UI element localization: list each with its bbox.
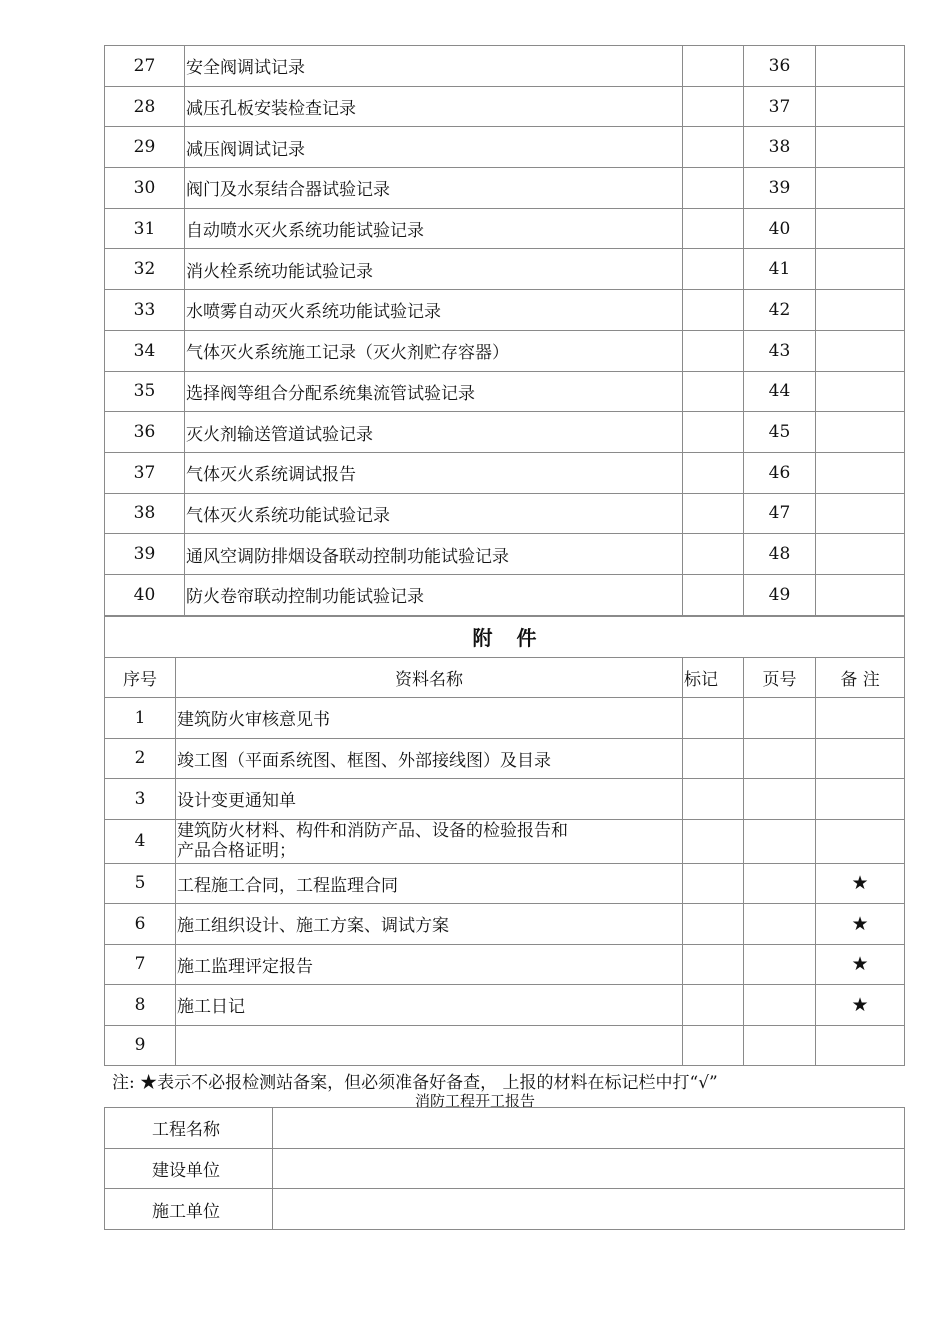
record-page: 42 (744, 290, 816, 331)
footnote: 注: ★表示不必报检测站备案，但必须准备好备查， 上报的材料在标记栏中打“√” (112, 1073, 718, 1093)
record-remark (816, 249, 905, 290)
attachment-page (744, 904, 816, 945)
record-name: 气体灭火系统施工记录（灭火剂贮存容器） (185, 330, 683, 371)
table-row (105, 330, 905, 371)
header-page: 页号 (744, 657, 816, 698)
record-mark (683, 46, 744, 87)
header-mark: 标记 (683, 657, 744, 698)
attachment-page (744, 779, 816, 820)
header-no: 序号 (105, 657, 176, 698)
record-mark (683, 290, 744, 331)
record-name: 气体灭火系统功能试验记录 (185, 493, 683, 534)
record-remark (816, 534, 905, 575)
report-form (104, 1107, 905, 1230)
field-label-contractor: 施工单位 (105, 1189, 273, 1230)
attachment-no: 6 (105, 904, 176, 945)
table-row (105, 779, 905, 820)
attachment-no: 8 (105, 985, 176, 1026)
record-mark (683, 249, 744, 290)
record-no: 36 (105, 412, 185, 453)
record-no: 40 (105, 574, 185, 615)
table-row (105, 863, 905, 904)
record-no: 30 (105, 168, 185, 209)
star-icon: ★ (816, 985, 905, 1026)
attachment-no: 9 (105, 1025, 176, 1066)
record-no: 39 (105, 534, 185, 575)
table-row (105, 985, 905, 1026)
record-name: 消火栓系统功能试验记录 (185, 249, 683, 290)
table-row (105, 290, 905, 331)
record-name: 水喷雾自动灭火系统功能试验记录 (185, 290, 683, 331)
attachment-remark (816, 738, 905, 779)
attachment-page (744, 738, 816, 779)
field-label-builder: 建设单位 (105, 1148, 273, 1189)
attachment-page (744, 985, 816, 1026)
form-row (105, 1148, 905, 1189)
attachments-title-row (105, 617, 905, 658)
attachment-name: 施工日记 (176, 985, 683, 1026)
table-row (105, 249, 905, 290)
table-row (105, 493, 905, 534)
attachment-mark (683, 1025, 744, 1066)
record-name: 减压孔板安装检查记录 (185, 86, 683, 127)
record-mark (683, 493, 744, 534)
record-remark (816, 371, 905, 412)
record-remark (816, 452, 905, 493)
table-row (105, 371, 905, 412)
record-no: 33 (105, 290, 185, 331)
record-no: 37 (105, 452, 185, 493)
record-remark (816, 330, 905, 371)
attachment-mark (683, 779, 744, 820)
record-remark (816, 493, 905, 534)
attachment-remark (816, 1025, 905, 1066)
attachment-no: 4 (105, 819, 176, 863)
attachment-page (744, 863, 816, 904)
record-mark (683, 574, 744, 615)
attachment-page (744, 819, 816, 863)
form-row (105, 1108, 905, 1149)
table-row (105, 86, 905, 127)
record-name: 阀门及水泵结合器试验记录 (185, 168, 683, 209)
record-mark (683, 168, 744, 209)
attachment-name (176, 819, 683, 863)
record-no: 38 (105, 493, 185, 534)
attachment-mark (683, 698, 744, 739)
table-row (105, 1025, 905, 1066)
record-no: 35 (105, 371, 185, 412)
record-page: 38 (744, 127, 816, 168)
record-name: 选择阀等组合分配系统集流管试验记录 (185, 371, 683, 412)
attachment-name: 建筑防火审核意见书 (176, 698, 683, 739)
field-value-builder[interactable] (273, 1148, 905, 1189)
record-mark (683, 534, 744, 575)
record-mark (683, 330, 744, 371)
attachment-name: 工程施工合同，工程监理合同 (176, 863, 683, 904)
record-page: 41 (744, 249, 816, 290)
field-label-project-name: 工程名称 (105, 1108, 273, 1149)
attachment-page (744, 944, 816, 985)
record-remark (816, 412, 905, 453)
record-mark (683, 127, 744, 168)
attachment-mark (683, 904, 744, 945)
record-remark (816, 574, 905, 615)
attachment-mark (683, 944, 744, 985)
record-name: 防火卷帘联动控制功能试验记录 (185, 574, 683, 615)
star-icon: ★ (816, 863, 905, 904)
attachment-no: 1 (105, 698, 176, 739)
attachment-mark (683, 738, 744, 779)
table-row (105, 574, 905, 615)
table-row (105, 944, 905, 985)
record-name: 气体灭火系统调试报告 (185, 452, 683, 493)
table-row (105, 46, 905, 87)
form-row (105, 1189, 905, 1230)
header-remark: 备 注 (816, 657, 905, 698)
record-name: 灭火剂输送管道试验记录 (185, 412, 683, 453)
record-page: 36 (744, 46, 816, 87)
record-no: 27 (105, 46, 185, 87)
record-page: 45 (744, 412, 816, 453)
report-title: 消防工程开工报告 (414, 1092, 535, 1110)
attachments-table (104, 616, 905, 1066)
attachment-name-line2: 产品合格证明； (177, 841, 296, 861)
attachment-mark (683, 819, 744, 863)
table-row (105, 452, 905, 493)
records-table (104, 45, 905, 616)
table-row (105, 904, 905, 945)
header-name: 资料名称 (176, 657, 683, 698)
attachment-name (176, 1025, 683, 1066)
record-no: 28 (105, 86, 185, 127)
record-mark (683, 412, 744, 453)
record-page: 43 (744, 330, 816, 371)
record-no: 34 (105, 330, 185, 371)
attachment-mark (683, 985, 744, 1026)
table-row (105, 127, 905, 168)
table-row (105, 412, 905, 453)
record-remark (816, 208, 905, 249)
record-remark (816, 86, 905, 127)
attachment-remark (816, 698, 905, 739)
star-icon: ★ (816, 944, 905, 985)
attachment-no: 2 (105, 738, 176, 779)
attachment-name: 施工组织设计、施工方案、调试方案 (176, 904, 683, 945)
record-name: 减压阀调试记录 (185, 127, 683, 168)
record-name: 自动喷水灭火系统功能试验记录 (185, 208, 683, 249)
record-name: 通风空调防排烟设备联动控制功能试验记录 (185, 534, 683, 575)
attachments-header-row (105, 657, 905, 698)
table-row (105, 698, 905, 739)
table-row (105, 819, 905, 863)
attachment-page (744, 698, 816, 739)
record-mark (683, 208, 744, 249)
attachments-title: 附件 (105, 617, 905, 658)
table-row (105, 168, 905, 209)
record-no: 32 (105, 249, 185, 290)
table-row (105, 208, 905, 249)
attachment-name: 施工监理评定报告 (176, 944, 683, 985)
record-remark (816, 168, 905, 209)
record-page: 39 (744, 168, 816, 209)
field-value-contractor[interactable] (273, 1189, 905, 1230)
attachment-no: 3 (105, 779, 176, 820)
attachment-remark (816, 779, 905, 820)
record-remark (816, 127, 905, 168)
record-page: 44 (744, 371, 816, 412)
record-mark (683, 371, 744, 412)
record-page: 47 (744, 493, 816, 534)
attachment-no: 7 (105, 944, 176, 985)
star-icon: ★ (816, 904, 905, 945)
attachment-mark (683, 863, 744, 904)
attachment-no: 5 (105, 863, 176, 904)
record-remark (816, 46, 905, 87)
record-page: 46 (744, 452, 816, 493)
table-row (105, 738, 905, 779)
record-page: 40 (744, 208, 816, 249)
record-page: 49 (744, 574, 816, 615)
attachment-name: 竣工图（平面系统图、框图、外部接线图）及目录 (176, 738, 683, 779)
attachment-name: 设计变更通知单 (176, 779, 683, 820)
record-no: 29 (105, 127, 185, 168)
field-value-project-name[interactable] (273, 1108, 905, 1149)
record-name: 安全阀调试记录 (185, 46, 683, 87)
attachment-name-line1: 建筑防火材料、构件和消防产品、设备的检验报告和 (177, 821, 568, 841)
record-mark (683, 452, 744, 493)
record-no: 31 (105, 208, 185, 249)
record-page: 37 (744, 86, 816, 127)
attachment-remark (816, 819, 905, 863)
attachment-page (744, 1025, 816, 1066)
table-row (105, 534, 905, 575)
record-remark (816, 290, 905, 331)
record-mark (683, 86, 744, 127)
record-page: 48 (744, 534, 816, 575)
